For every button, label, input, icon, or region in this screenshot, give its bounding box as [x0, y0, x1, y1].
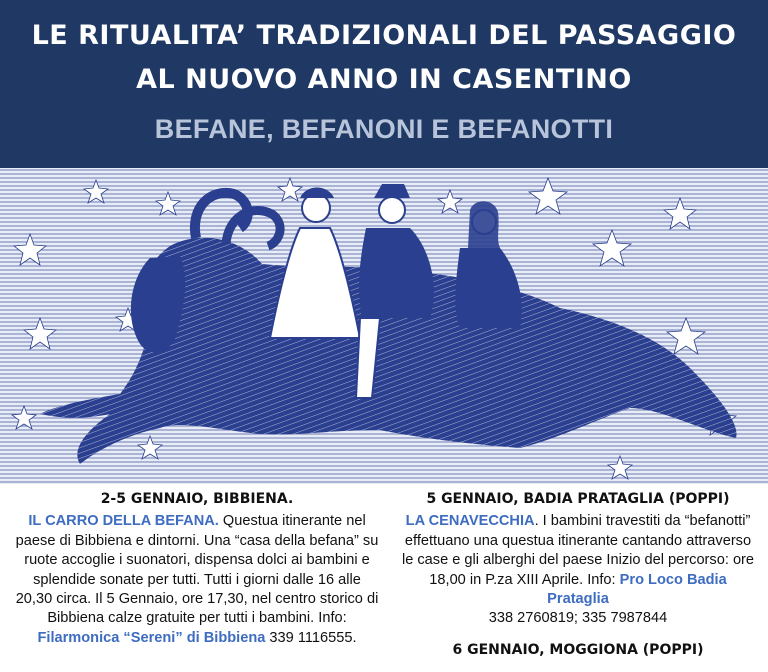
event-body: Questua itinerante nel paese di Bibbiena e dintorni. Una “casa della befana” su ruote accoglie i suonatori, dispensa dolci ai bambini e splendide sonate per tutti. Tutti i giorni dalle 16 alle 20,30 circa. Il 5 Gennaio, ore 17,30, nel centro storico di Bibbiena calze gratuite per tutti i bambini. Info: [15, 513, 379, 627]
event-badia-prataglia [398, 486, 758, 663]
goat-riders-illustration [0, 168, 768, 484]
event-description [398, 512, 758, 628]
info-organizer: Filarmonica “Sereni” di Bibbiena [37, 629, 266, 646]
event-name: IL CARRO DELLA BEFANA. [28, 513, 219, 530]
event-date-heading: 2-5 GENNAIO, BIBBIENA. [100, 491, 294, 507]
page-subtitle: BEFANE, BEFANONI E BEFANOTTI [154, 114, 614, 144]
page-title-line-1: LE RITUALITA’ TRADIZIONALI DEL PASSAGGIO [31, 20, 737, 51]
event-date-heading-moggiona: 6 GENNAIO, MOGGIONA (POPPI) [452, 641, 704, 658]
info-phone: 339 1116555. [265, 629, 357, 646]
info-organizer: Pro Loco Badia Prataglia [547, 571, 727, 608]
event-date-heading: 5 GENNAIO, BADIA PRATAGLIA (POPPI) [426, 491, 730, 507]
event-body: . I bambini travestiti da “befanotti” effettuano una questua itinerante cantando attraverso le case e gli alberghi del paese Inizio del percorso: ore 18,00 in P.za XIII Aprile. Info: [401, 513, 755, 588]
info-phones: 338 2760819; 335 7987844 [488, 610, 668, 627]
event-bibbiena [14, 486, 380, 648]
page-title-line-2: AL NUOVO ANNO IN CASENTINO [136, 64, 632, 95]
header-banner [0, 0, 768, 168]
event-description [14, 512, 380, 648]
event-name: LA CENAVECCHIA [405, 513, 535, 530]
